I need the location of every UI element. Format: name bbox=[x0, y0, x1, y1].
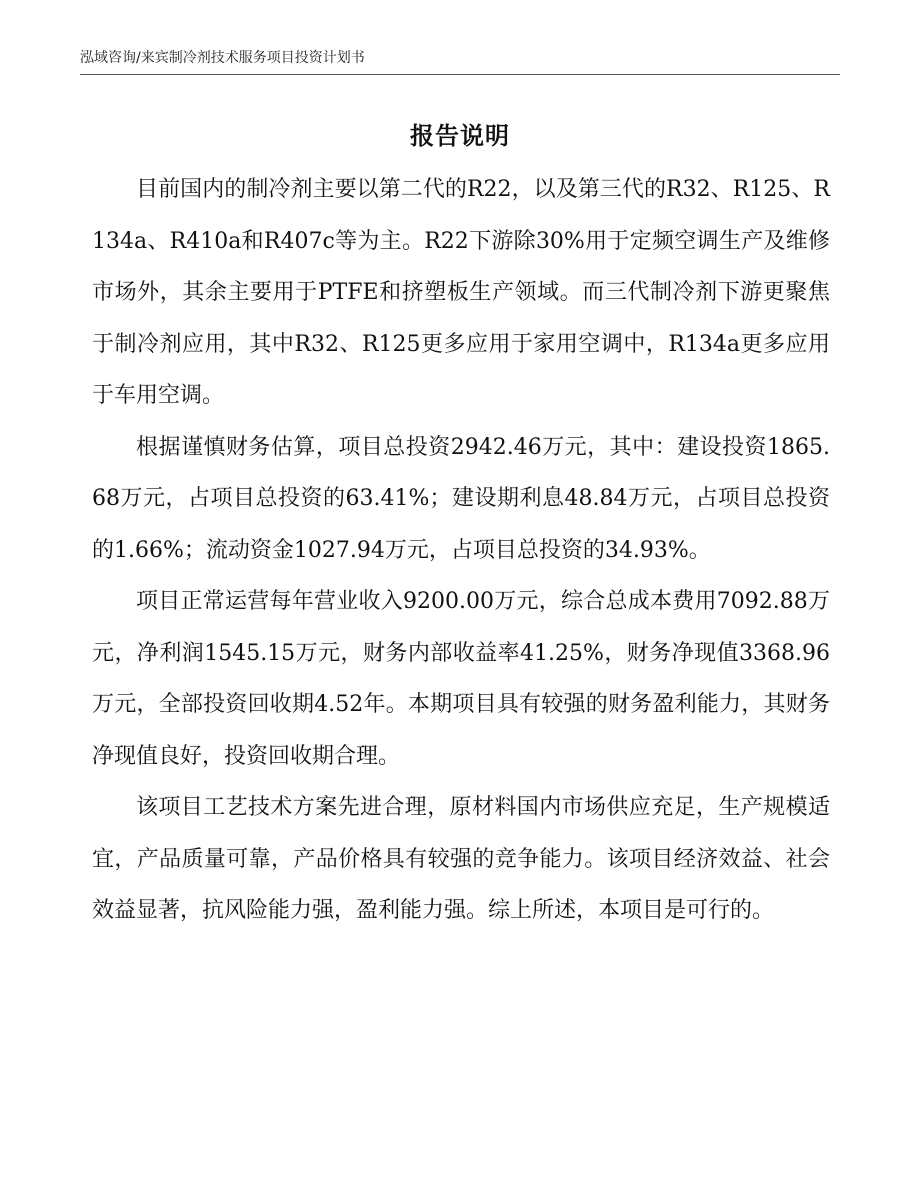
section-title: 报告说明 bbox=[410, 122, 510, 150]
paragraph-conclusion: 该项目工艺技术方案先进合理，原材料国内市场供应充足，生产规模适宜，产品质量可靠，产品价格具有较强的竞争能力。该项目经济效益、社会效益显著，抗风险能力强，盈利能力强。综上所述，本项目是可行的。 bbox=[92, 795, 830, 923]
paragraph-investment-estimate: 根据谨慎财务估算，项目总投资2942.46万元，其中：建设投资1865.68万元，占项目总投资的63.41%；建设期利息48.84万元，占项目总投资的1.66%；流动资金1027.94万元，占项目总投资的34.93%。 bbox=[92, 434, 830, 563]
running-header: 泓域咨询/来宾制冷剂技术服务项目投资计划书 bbox=[80, 50, 365, 66]
paragraph-operating-revenue: 项目正常运营每年营业收入9200.00万元，综合总成本费用7092.88万元，净利润1545.15万元，财务内部收益率41.25%，财务净现值3368.96万元，全部投资回收期4.52年。本期项目具有较强的财务盈利能力，其财务净现值良好，投资回收期合理。 bbox=[92, 589, 830, 769]
report-body bbox=[92, 164, 830, 937]
header-divider bbox=[80, 74, 840, 75]
paragraph-market-overview: 目前国内的制冷剂主要以第二代的R22，以及第三代的R32、R125、R134a、R410a和R407c等为主。R22下游除30%用于定频空调生产及维修市场外，其余主要用于PTFE和挤塑板生产领域。而三代制冷剂下游更聚焦于制冷剂应用，其中R32、R125更多应用于家用空调中，R134a更多应用于车用空调。 bbox=[92, 177, 830, 408]
